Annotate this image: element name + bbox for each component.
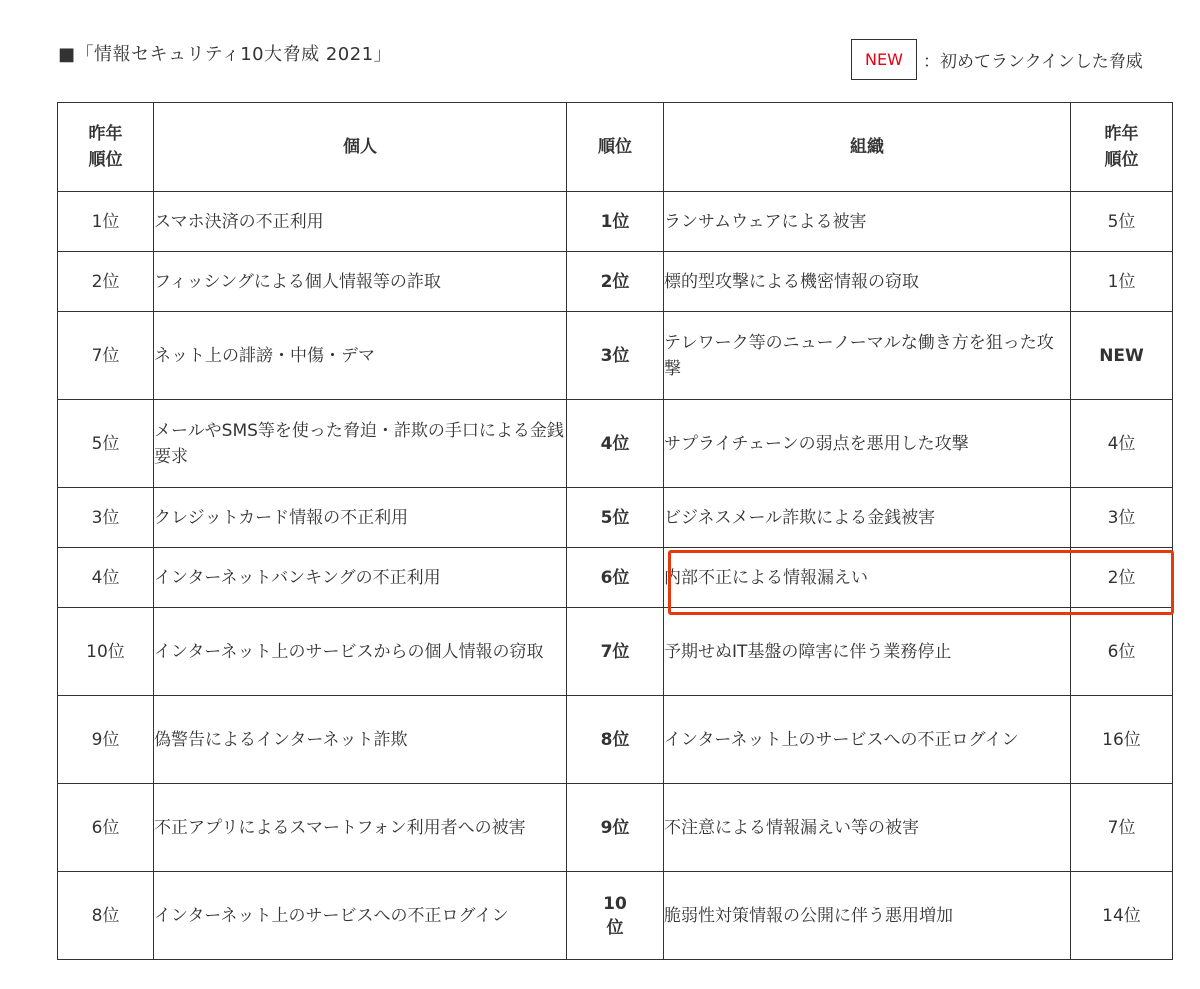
table-row	[58, 696, 1173, 784]
prev-rank-org-cell: 1位	[1071, 252, 1173, 312]
personal-threat-cell: 不正アプリによるスマートフォン利用者への被害	[154, 784, 567, 872]
page-title: ■「情報セキュリティ10大脅威 2021」	[58, 44, 393, 65]
prev-rank-personal-cell: 10位	[58, 608, 154, 696]
rank-cell: 1位	[567, 192, 664, 252]
organization-threat-cell: テレワーク等のニューノーマルな働き方を狙った攻撃	[664, 312, 1071, 400]
prev-rank-org-cell: 3位	[1071, 488, 1173, 548]
prev-rank-org-cell: 4位	[1071, 400, 1173, 488]
header-organization: 組織	[664, 103, 1071, 192]
organization-threat-cell: 内部不正による情報漏えい	[664, 548, 1071, 608]
personal-threat-cell: フィッシングによる個人情報等の詐取	[154, 252, 567, 312]
personal-threat-cell: クレジットカード情報の不正利用	[154, 488, 567, 548]
header-prev-rank-personal: 昨年順位	[58, 103, 154, 192]
prev-rank-org-cell: 5位	[1071, 192, 1173, 252]
legend-text: ：初めてランクインした脅威	[923, 52, 1143, 72]
personal-threat-cell: インターネット上のサービスへの不正ログイン	[154, 872, 567, 960]
table-header-row	[58, 103, 1173, 192]
organization-threat-cell: ビジネスメール詐欺による金銭被害	[664, 488, 1071, 548]
prev-rank-personal-cell: 1位	[58, 192, 154, 252]
legend	[851, 38, 1143, 81]
prev-rank-personal-cell: 9位	[58, 696, 154, 784]
table-row	[58, 872, 1173, 960]
prev-rank-personal-cell: 3位	[58, 488, 154, 548]
prev-rank-org-cell: 16位	[1071, 696, 1173, 784]
rank-cell: 9位	[567, 784, 664, 872]
prev-rank-org-cell: 7位	[1071, 784, 1173, 872]
prev-rank-personal-cell: 2位	[58, 252, 154, 312]
rank-cell: 3位	[567, 312, 664, 400]
rank-cell: 2位	[567, 252, 664, 312]
rank-cell: 6位	[567, 548, 664, 608]
prev-rank-org-cell: NEW	[1071, 312, 1173, 400]
rank-cell: 7位	[567, 608, 664, 696]
table-row	[58, 608, 1173, 696]
prev-rank-org-cell: 14位	[1071, 872, 1173, 960]
table-row	[58, 192, 1173, 252]
table-row	[58, 252, 1173, 312]
prev-rank-org-cell: 6位	[1071, 608, 1173, 696]
table-body	[58, 192, 1173, 960]
prev-rank-personal-cell: 6位	[58, 784, 154, 872]
table-row	[58, 784, 1173, 872]
rank-cell: 4位	[567, 400, 664, 488]
personal-threat-cell: メールやSMS等を使った脅迫・詐欺の手口による金銭要求	[154, 400, 567, 488]
rank-cell: 10 位	[567, 872, 664, 960]
table-row	[58, 312, 1173, 400]
organization-threat-cell: インターネット上のサービスへの不正ログイン	[664, 696, 1071, 784]
prev-rank-personal-cell: 8位	[58, 872, 154, 960]
threats-table	[57, 102, 1173, 960]
table-row	[58, 548, 1173, 608]
header-personal: 個人	[154, 103, 567, 192]
prev-rank-personal-cell: 5位	[58, 400, 154, 488]
organization-threat-cell: 予期せぬIT基盤の障害に伴う業務停止	[664, 608, 1071, 696]
rank-cell: 5位	[567, 488, 664, 548]
header-rank: 順位	[567, 103, 664, 192]
organization-threat-cell: 脆弱性対策情報の公開に伴う悪用増加	[664, 872, 1071, 960]
table-row	[58, 400, 1173, 488]
organization-threat-cell: ランサムウェアによる被害	[664, 192, 1071, 252]
personal-threat-cell: スマホ決済の不正利用	[154, 192, 567, 252]
personal-threat-cell: インターネットバンキングの不正利用	[154, 548, 567, 608]
organization-threat-cell: 標的型攻撃による機密情報の窃取	[664, 252, 1071, 312]
prev-rank-org-cell: 2位	[1071, 548, 1173, 608]
rank-cell: 8位	[567, 696, 664, 784]
personal-threat-cell: ネット上の誹謗・中傷・デマ	[154, 312, 567, 400]
personal-threat-cell: インターネット上のサービスからの個人情報の窃取	[154, 608, 567, 696]
table-row	[58, 488, 1173, 548]
personal-threat-cell: 偽警告によるインターネット詐欺	[154, 696, 567, 784]
prev-rank-personal-cell: 4位	[58, 548, 154, 608]
new-badge: NEW	[851, 39, 917, 80]
organization-threat-cell: サプライチェーンの弱点を悪用した攻撃	[664, 400, 1071, 488]
prev-rank-personal-cell: 7位	[58, 312, 154, 400]
header-prev-rank-org: 昨年順位	[1071, 103, 1173, 192]
organization-threat-cell: 不注意による情報漏えい等の被害	[664, 784, 1071, 872]
